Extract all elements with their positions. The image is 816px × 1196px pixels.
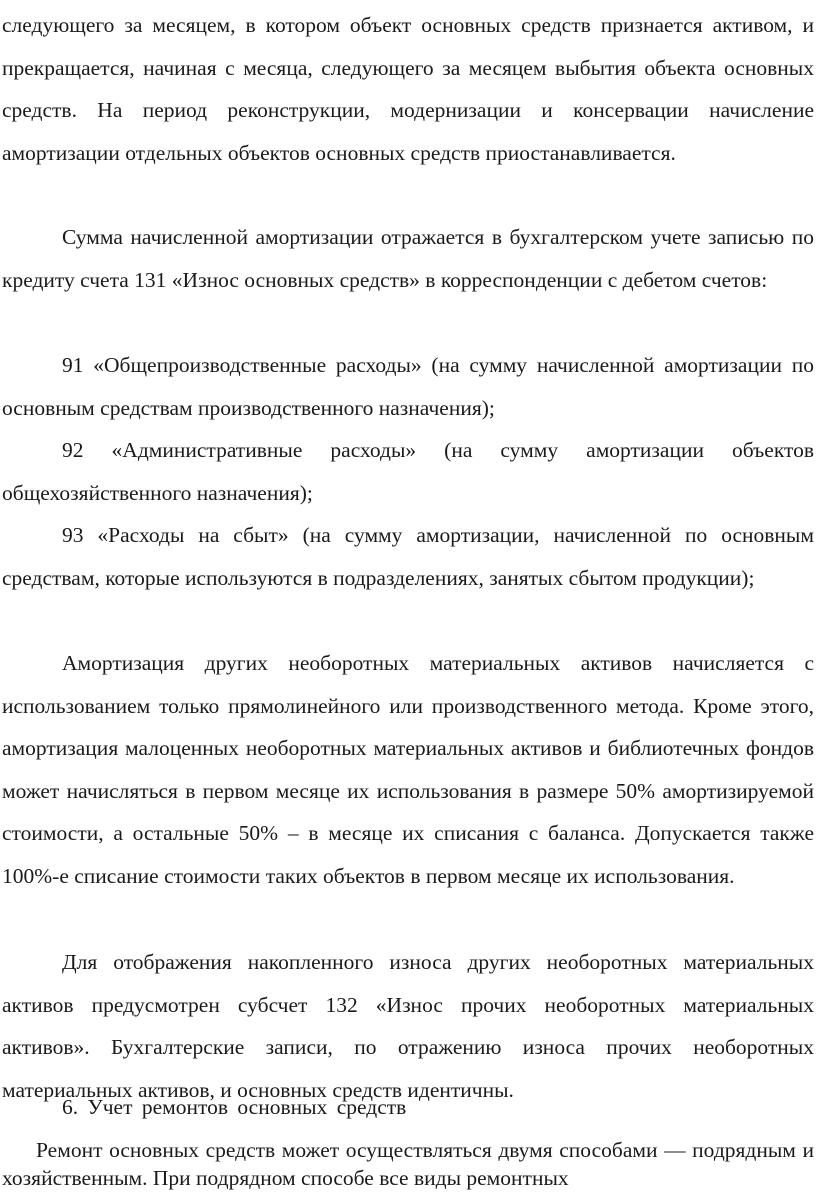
paragraph-depreciation-accounting: Сумма начисленной амортизации отражается в бухгалтерском учете записью по кредиту счета 131 «Износ основных средств» в корреспонденции с дебетом счетов: (2, 225, 814, 292)
section-heading: 6. Учет ремонтов основных средств (62, 1095, 407, 1119)
paragraph-repair-methods: Ремонт основных средств может осуществляться двумя способами — подрядным и хозяйственным. При подрядном способе все виды ремонтных (2, 1138, 814, 1190)
paragraph-account-92: 92 «Административные расходы» (на сумму амортизации объектов общехозяйственного назначения); (2, 438, 814, 505)
paragraph-other-assets-depreciation: Амортизация других необоротных материальных активов начисляется с использованием только прямолинейного или производственного метода. Кроме этого, амортизация малоценных необоротных материальных активов и библиотечных фондов может начисляться в первом месяце их использования в размере 50% амортизируемой стоимости, а остальные 50% – в месяце их списания с баланса. Допускается также 100%-е списание стоимости таких объектов в первом месяце их использования. (2, 651, 814, 888)
paragraph-account-93: 93 «Расходы на сбыт» (на сумму амортизации, начисленной по основным средствам, которые используются в подразделениях, занятых сбытом продукции); (2, 523, 814, 590)
paragraph-subaccount-132: Для отображения накопленного износа других необоротных материальных активов предусмотрен субсчет 132 «Износ прочих необоротных материальных активов». Бухгалтерские записи, по отражению износа прочих необоротных материальных активов, и основных средств идентичны. (2, 950, 814, 1102)
paragraph-depreciation-start: следующего за месяцем, в котором объект основных средств признается активом, и прекращается, начиная с месяца, следующего за месяцем выбытия объекта основных средств. На период реконструкции, модернизации и консервации начисление амортизации отдельных объектов основных средств приостанавливается. (2, 13, 814, 165)
paragraph-account-91: 91 «Общепроизводственные расходы» (на сумму начисленной амортизации по основным средствам производственного назначения); (2, 353, 814, 420)
